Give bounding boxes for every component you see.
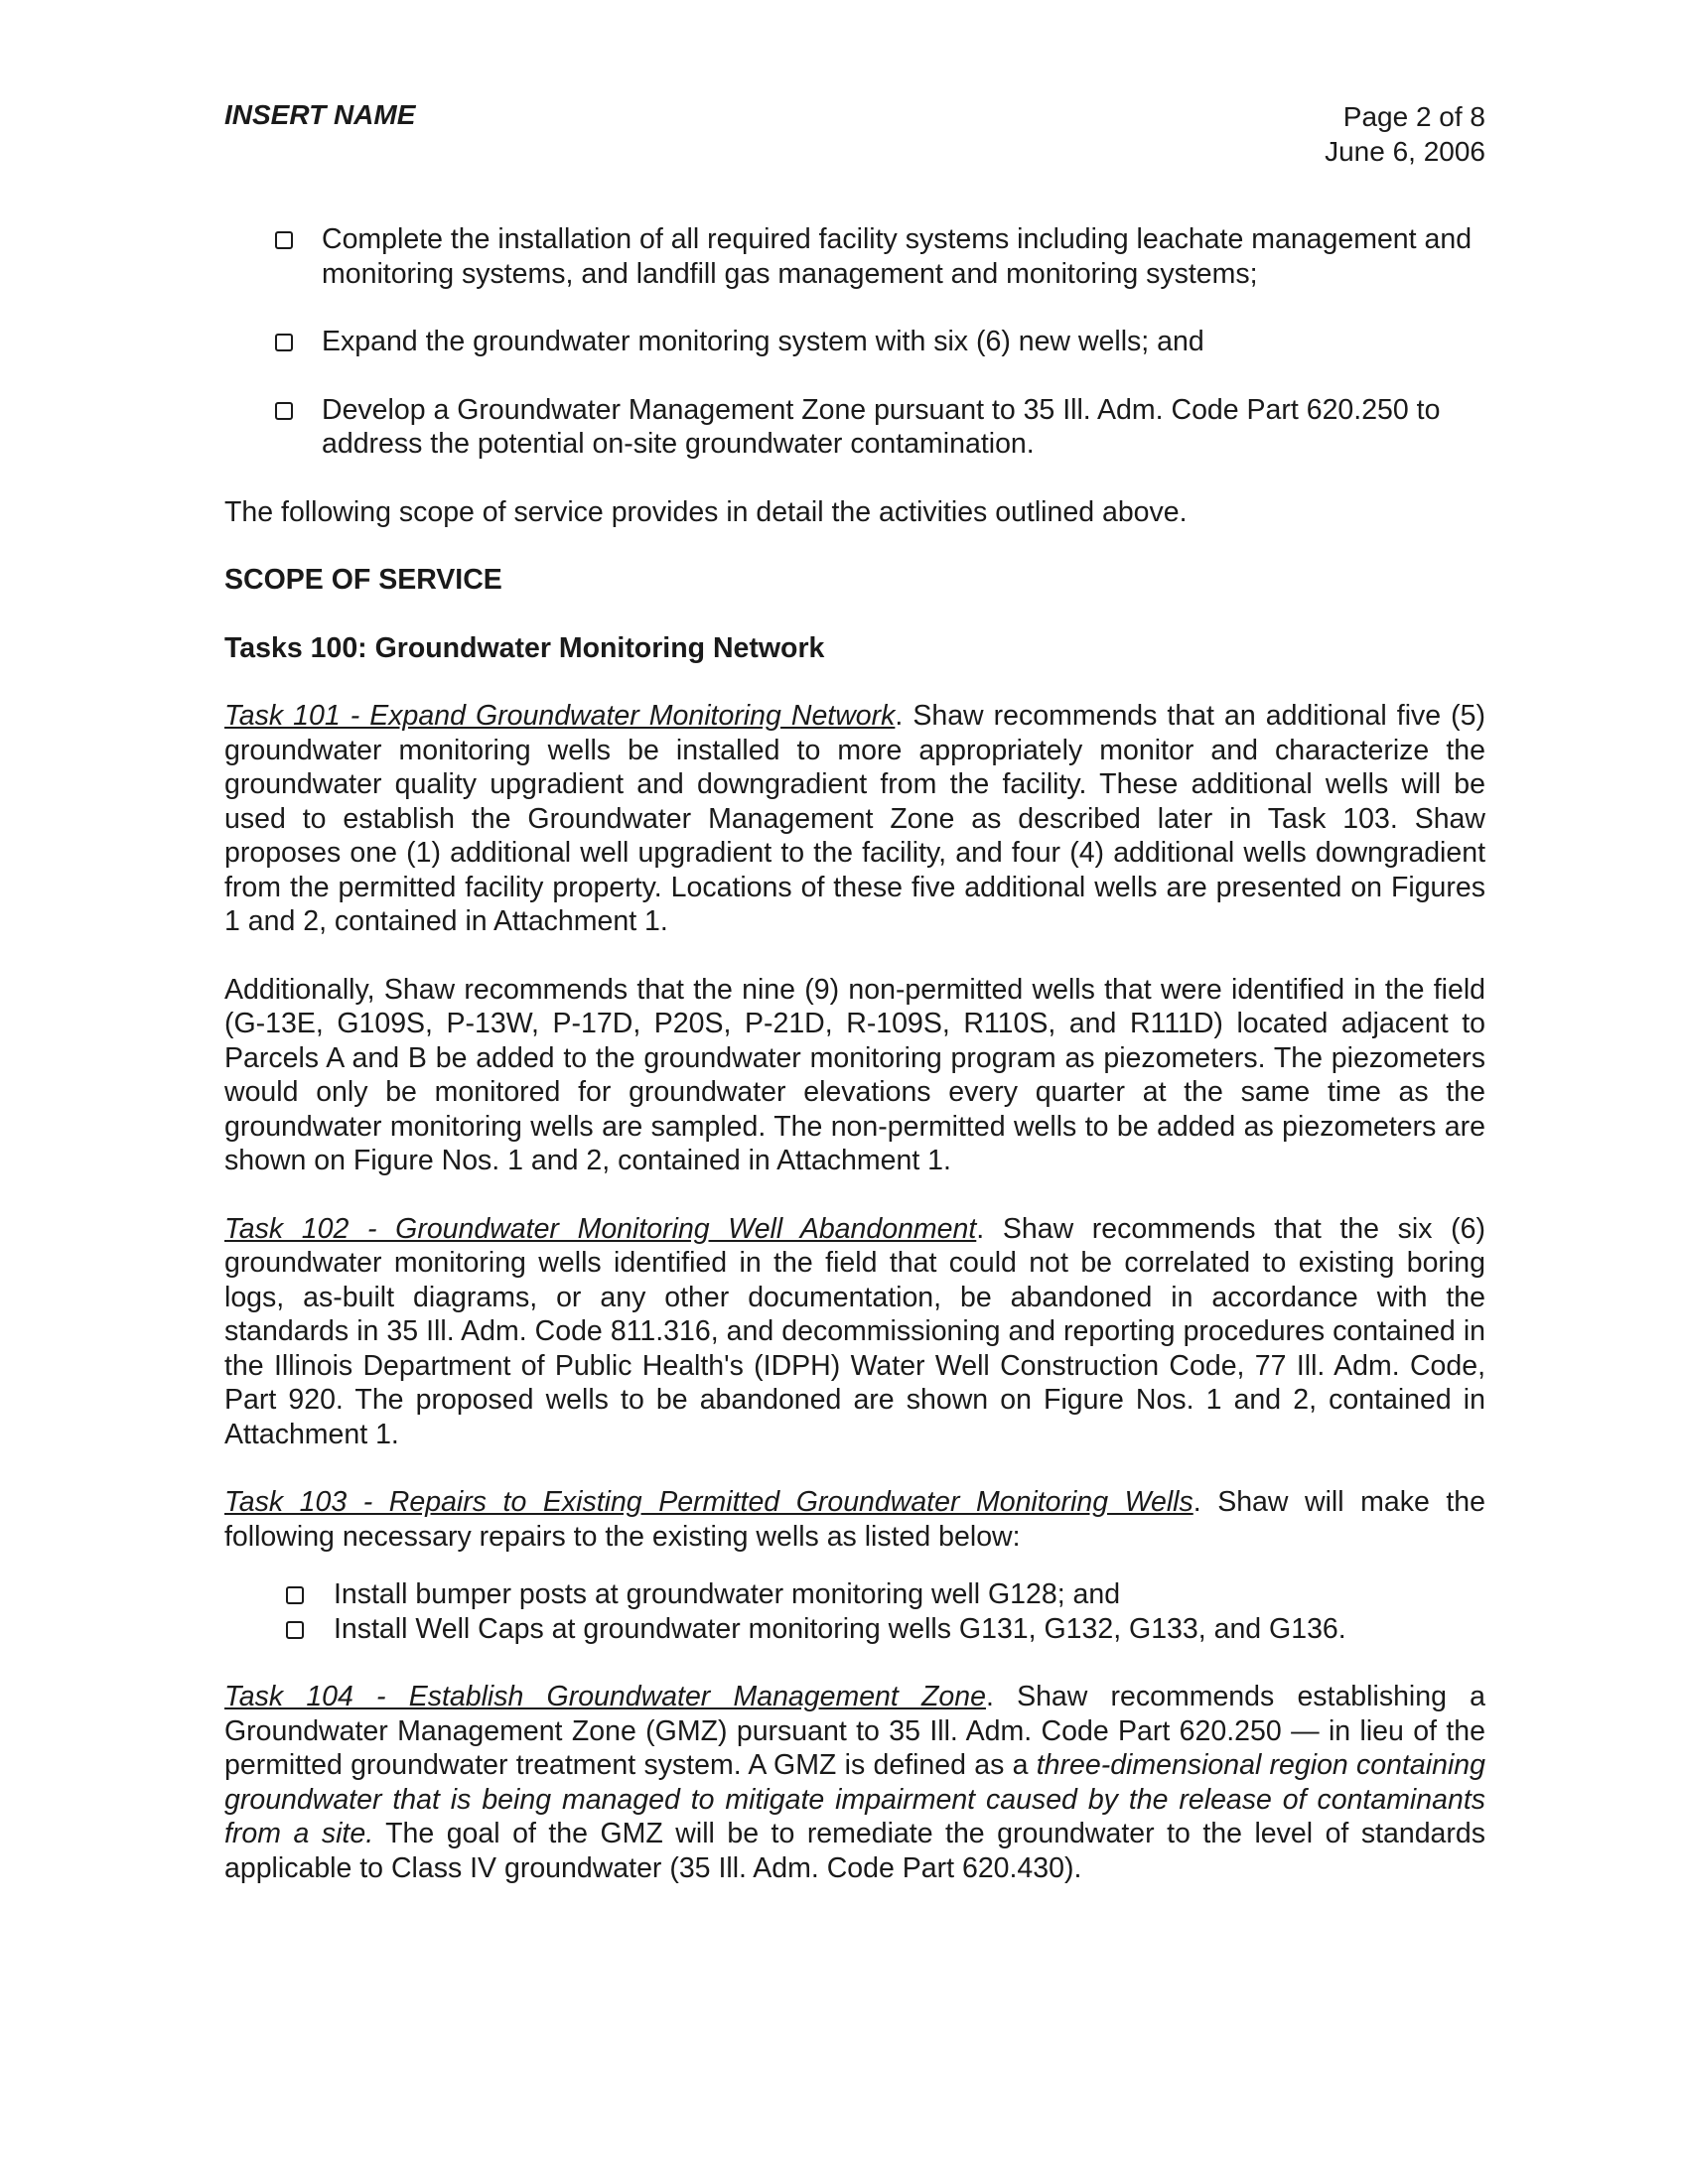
checkbox-bullet-icon (286, 1621, 304, 1639)
tasks-heading: Tasks 100: Groundwater Monitoring Network (224, 631, 825, 664)
intro-bullet-list (224, 222, 1485, 462)
task-102-paragraph (224, 1212, 1485, 1452)
task-103-title: Task 103 - Repairs to Existing Permitted Groundwater Monitoring Wells (224, 1486, 1193, 1518)
task-104-title: Task 104 - Establish Groundwater Management Zone (224, 1681, 986, 1712)
bullet-text: Install Well Caps at groundwater monitoring wells G131, G132, G133, and G136. (334, 1612, 1346, 1645)
task-104-paragraph (224, 1680, 1485, 1885)
task-102-body: . Shaw recommends that the six (6) groundwater monitoring wells identified in the field that could not be correlated to existing boring logs, as-built diagrams, or any other documentation, be abandoned in accordance with the standards in 35 Ill. Adm. Code 811.316, and decommissioning and reporting procedures contained in the Illinois Department of Public Health's (IDPH) Water Well Construction Code, 77 Ill. Adm. Code, Part 920. The proposed wells to be abandoned are shown on Figure Nos. 1 and 2, contained in Attachment 1. (224, 1212, 1485, 1450)
list-item (224, 222, 1485, 291)
header-meta (1325, 99, 1485, 169)
list-item (224, 393, 1485, 462)
task-101-body: . Shaw recommends that an additional five (5) groundwater monitoring wells be installed to more appropriately monitor and characterize the groundwater quality upgradient and downgradient from the facility. These additional wells will be used to establish the Groundwater Management Zone as described later in Task 103. Shaw proposes one (1) additional well upgradient to the facility, and four (4) additional wells downgradient from the permitted facility property. Locations of these five additional wells are presented on Figures 1 and 2, contained in Attachment 1. (224, 700, 1485, 937)
task-104-body-start: . Shaw recommends establishing a Groundwater Management Zone (GMZ) pursuant to 35 Ill. Adm. Code Part 620.250 — in lieu of the permitted groundwater treatment system. A GMZ is defined as a (224, 1681, 1485, 1781)
list-item (224, 1577, 1485, 1612)
bullet-text: Develop a Groundwater Management Zone pursuant to 35 Ill. Adm. Code Part 620.250 to address the potential on-site groundwater contamination. (322, 393, 1441, 460)
bullet-text: Expand the groundwater monitoring system with six (6) new wells; and (322, 326, 1204, 357)
bullet-text: Complete the installation of all required facility systems including leachate management and monitoring systems, and landfill gas management and monitoring systems; (322, 223, 1473, 290)
scope-heading: SCOPE OF SERVICE (224, 564, 502, 596)
checkbox-bullet-icon (275, 231, 293, 249)
page-number: Page 2 of 8 (1342, 101, 1485, 132)
task-103-body: . Shaw will make the following necessary repairs to the existing wells as listed below: (224, 1486, 1485, 1553)
task-102-title: Task 102 - Groundwater Monitoring Well Abandonment (224, 1212, 977, 1245)
header-name: INSERT NAME (224, 99, 416, 130)
checkbox-bullet-icon (286, 1586, 304, 1604)
document-body (224, 222, 1485, 1919)
bullet-text: Install bumper posts at groundwater monitoring well G128; and (334, 1578, 1121, 1610)
list-item (224, 325, 1485, 359)
task-101-paragraph-2: Additionally, Shaw recommends that the nine (9) non-permitted wells that were identified in the field (G-13E, G109S, P-13W, P-17D, P20S, P-21D, R-109S, R110S, and R111D) located adjacent to Parcels A and B be added to the groundwater monitoring program as piezometers. The piezometers would only be monitored for groundwater elevations every quarter at the same time as the groundwater monitoring wells are sampled. The non-permitted wells to be added as piezometers are shown on Figure Nos. 1 and 2, contained in Attachment 1. (224, 973, 1485, 1176)
task-101-paragraph (224, 699, 1485, 939)
task-104-body-end: The goal of the GMZ will be to remediate the groundwater to the level of standards applicable to Class IV groundwater (35 Ill. Adm. Code Part 620.430). (224, 1818, 1485, 1884)
intro-summary: The following scope of service provides in detail the activities outlined above. (224, 495, 1188, 528)
task-103-paragraph (224, 1485, 1485, 1554)
checkbox-bullet-icon (275, 402, 293, 420)
list-item (224, 1612, 1485, 1647)
gmz-definition: three-dimensional region containing groundwater that is being managed to mitigate impairment caused by the release of contaminants from a site. (224, 1749, 1485, 1849)
checkbox-bullet-icon (275, 334, 293, 351)
document-date: June 6, 2006 (1325, 136, 1485, 167)
task-101-title: Task 101 - Expand Groundwater Monitoring Network (224, 700, 896, 732)
task-103-bullet-list (224, 1577, 1485, 1646)
